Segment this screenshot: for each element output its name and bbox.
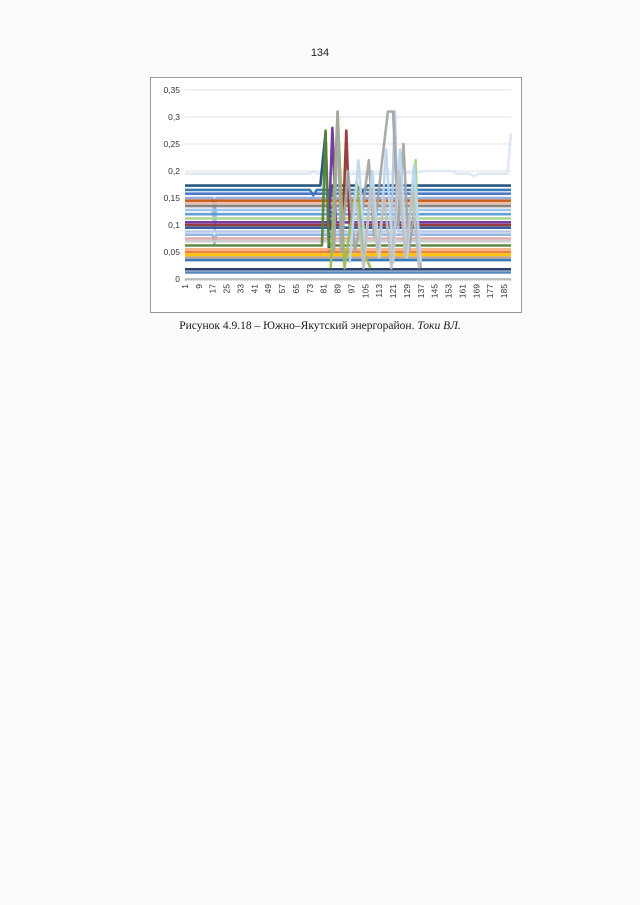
x-tick-label: 145 — [429, 284, 440, 299]
x-tick-label: 97 — [346, 284, 357, 294]
line-chart — [151, 78, 521, 312]
x-tick-label: 137 — [415, 284, 426, 299]
x-tick-label: 9 — [193, 284, 204, 289]
x-tick-label: 49 — [263, 284, 274, 294]
x-tick-label: 73 — [304, 284, 315, 294]
x-tick-label: 161 — [457, 284, 468, 299]
x-tick-label: 57 — [277, 284, 288, 294]
x-tick-label: 1 — [180, 284, 190, 289]
x-tick-label: 177 — [485, 284, 496, 299]
x-tick-label: 41 — [249, 284, 260, 294]
y-tick-label: 0,05 — [163, 247, 180, 257]
figure-caption — [0, 320, 640, 332]
y-tick-label: 0,2 — [168, 166, 180, 176]
x-tick-label: 33 — [235, 284, 246, 294]
x-tick-label: 17 — [207, 284, 218, 294]
caption-main: Рисунок 4.9.18 – Южно–Якутский энергорайон. — [179, 320, 415, 332]
x-tick-label: 153 — [443, 284, 454, 299]
y-tick-label: 0,1 — [168, 220, 180, 230]
y-tick-label: 0,3 — [168, 112, 180, 122]
series-layer — [185, 112, 511, 273]
caption-italic: Токи ВЛ. — [417, 320, 461, 332]
y-tick-label: 0,35 — [163, 85, 180, 95]
x-tick-label: 105 — [360, 284, 371, 299]
y-tick-label: 0,25 — [163, 139, 180, 149]
x-tick-label: 169 — [471, 284, 482, 299]
x-tick-label: 129 — [401, 284, 412, 299]
x-tick-label: 113 — [374, 284, 385, 298]
y-tick-label: 0,15 — [163, 193, 180, 203]
x-tick-label: 65 — [290, 284, 301, 294]
page-number: 134 — [310, 47, 330, 59]
x-tick-label: 121 — [388, 284, 399, 299]
y-tick-label: 0 — [175, 274, 180, 284]
x-tick-label: 89 — [332, 284, 343, 294]
chart-frame — [150, 77, 522, 313]
x-tick-label: 81 — [318, 284, 329, 294]
x-tick-label: 25 — [221, 284, 232, 294]
x-tick-label: 185 — [499, 284, 510, 299]
